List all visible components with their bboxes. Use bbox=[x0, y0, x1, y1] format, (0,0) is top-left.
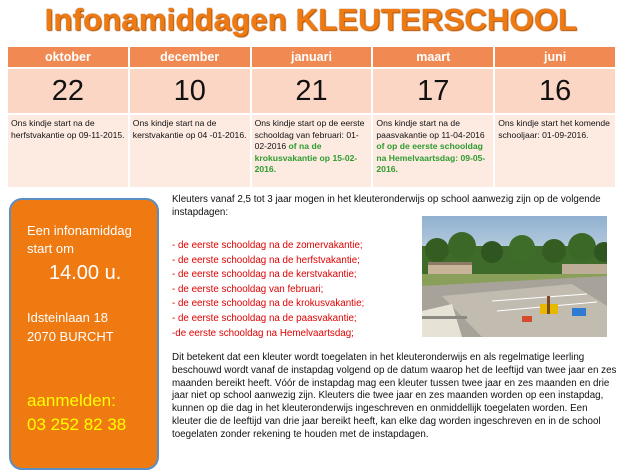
list-item: - de eerste schooldag na de krokusvakantie; bbox=[172, 298, 365, 310]
note-cell bbox=[494, 114, 616, 188]
note-cell bbox=[129, 114, 251, 188]
note-text: Ons kindje start na de kerstvakantie op 04 -01-2016. bbox=[132, 118, 247, 140]
note-text: Ons kindje start na de herfstvakantie op 09-11-2015. bbox=[11, 118, 125, 140]
register-block bbox=[27, 389, 126, 437]
body-text: Dit betekent dat een kleuter wordt toegelaten in het kleuteronderwijs en als regelmatige leerling beschouwd wordt vanaf de instapdag volgend op de datum waarop het de leeftijd van twee jaar en zes maanden bereikt heeft. Vóór de instapdag mag een kleuter tussen twee jaar en zes maanden en drie jaar niet op school aanwezig zijn. Kleuters die twee jaar en zes maanden worden op een instapdag, kunnen op die dag in het kleuteronderwijs ingeschreven en onmiddellijk toegelaten worden. Een kleuter die de leeftijd van drie jaar bereikt heeft, kan elke dag worden ingeschreven en in de school toegelaten zonder rekening te houden met de instapdagen. bbox=[172, 352, 617, 440]
page-title: Infonamiddagen KLEUTERSCHOOL bbox=[44, 2, 578, 37]
note-row bbox=[7, 114, 616, 188]
calendar-table bbox=[6, 45, 617, 189]
intro-text: Kleuters vanaf 2,5 tot 3 jaar mogen in het kleuteronderwijs op school aanwezig zijn op de volgende instapdagen: bbox=[172, 194, 601, 218]
note-green-text: of na de krokusvakantie op 15-02-2016. bbox=[254, 141, 358, 174]
month-cell: oktober bbox=[7, 46, 129, 68]
day-cell: 21 bbox=[251, 68, 373, 114]
info-line-2: start om bbox=[27, 241, 74, 256]
note-cell bbox=[251, 114, 373, 188]
address-city: 2070 BURCHT bbox=[27, 329, 114, 344]
note-text: Ons kindje start het komende schooljaar: 01-09-2016. bbox=[498, 118, 610, 140]
info-intro bbox=[27, 222, 132, 258]
note-green-text: of op de eerste schooldag na Hemelvaartsdag: 09-05-2016. bbox=[376, 141, 486, 174]
day-cell: 16 bbox=[494, 68, 616, 114]
register-label: aanmelden: bbox=[27, 391, 116, 410]
note-text: Ons kindje start na de paasvakantie op 11-04-2016 bbox=[376, 118, 485, 140]
list-item: - de eerste schooldag na de zomervakantie; bbox=[172, 240, 363, 251]
info-time: 14.00 u. bbox=[49, 262, 122, 284]
school-photo bbox=[422, 216, 607, 337]
list-item: - de eerste schooldag na de kerstvakantie; bbox=[172, 269, 357, 281]
month-cell: januari bbox=[251, 46, 373, 68]
list-item: -de eerste schooldag na Hemelvaartsdag; bbox=[172, 327, 354, 339]
info-box bbox=[9, 198, 159, 470]
info-address bbox=[27, 308, 114, 346]
list-item: - de eerste schooldag van februari; bbox=[172, 283, 324, 295]
instapdagen-list bbox=[172, 239, 364, 341]
note-cell bbox=[7, 114, 129, 188]
month-cell: juni bbox=[494, 46, 616, 68]
day-cell: 22 bbox=[7, 68, 129, 114]
info-line-1: Een infonamiddag bbox=[27, 223, 132, 238]
list-item: - de eerste schooldag na de paasvakantie; bbox=[172, 312, 357, 324]
list-item: - de eerste schooldag na de herfstvakantie; bbox=[172, 254, 360, 266]
note-cell bbox=[372, 114, 494, 188]
month-cell: december bbox=[129, 46, 251, 68]
day-cell: 17 bbox=[372, 68, 494, 114]
day-cell: 10 bbox=[129, 68, 251, 114]
note-text: Ons kindje start op de eerste schooldag van februari: 01-02-2016 bbox=[254, 118, 365, 151]
month-header-row bbox=[7, 46, 616, 68]
day-row bbox=[7, 68, 616, 114]
address-street: Idsteinlaan 18 bbox=[27, 310, 108, 325]
month-cell: maart bbox=[372, 46, 494, 68]
register-phone[interactable]: 03 252 82 38 bbox=[27, 415, 127, 434]
school-photo-image bbox=[422, 216, 607, 337]
